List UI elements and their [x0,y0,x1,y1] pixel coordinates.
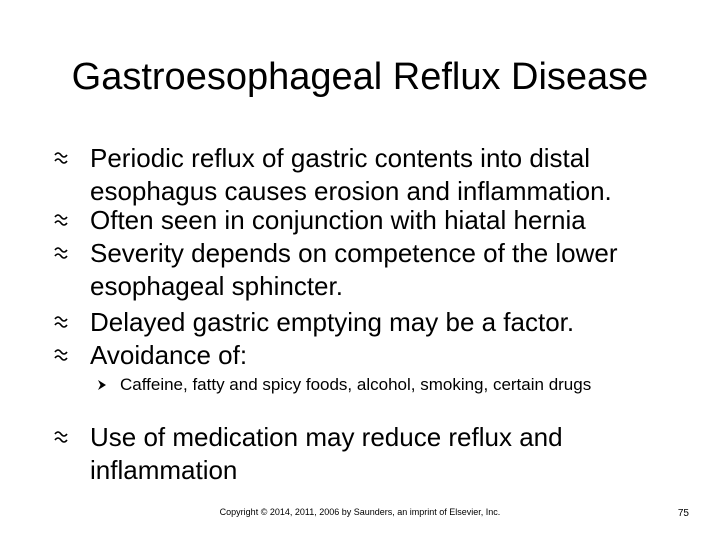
bullet-text: Periodic reflux of gastric contents into distal esophagus causes erosion and inflammation. [90,143,612,206]
sub-bullet-item [120,374,640,396]
bullet-text: Use of medication may reduce reflux and inflammation [90,422,563,485]
copyright-footer: Copyright © 2014, 2011, 2006 by Saunders, an imprint of Elsevier, Inc. [219,507,501,517]
wave-bullet-icon [53,151,69,165]
wave-bullet-icon [53,315,69,329]
bullet-item [90,142,690,208]
bullet-item [90,237,690,303]
bullet-text: Often seen in conjunction with hiatal hernia [90,205,586,235]
wave-bullet-icon [53,430,69,444]
bullet-text: Severity depends on competence of the lower esophageal sphincter. [90,238,618,301]
arrowhead-bullet-icon [97,379,107,391]
bullet-text: Delayed gastric emptying may be a factor. [90,307,575,337]
bullet-item [90,306,690,339]
bullet-text: Avoidance of: [90,340,248,370]
slide-title: Gastroesophageal Reflux Disease [71,56,649,98]
wave-bullet-icon [53,246,69,260]
sub-bullet-text: Caffeine, fatty and spicy foods, alcohol, smoking, certain drugs [120,375,592,394]
bullet-item [90,339,690,372]
wave-bullet-icon [53,213,69,227]
bullet-item [90,204,690,237]
wave-bullet-icon [53,348,69,362]
bullet-item [90,421,690,487]
page-number: 75 [677,508,689,519]
